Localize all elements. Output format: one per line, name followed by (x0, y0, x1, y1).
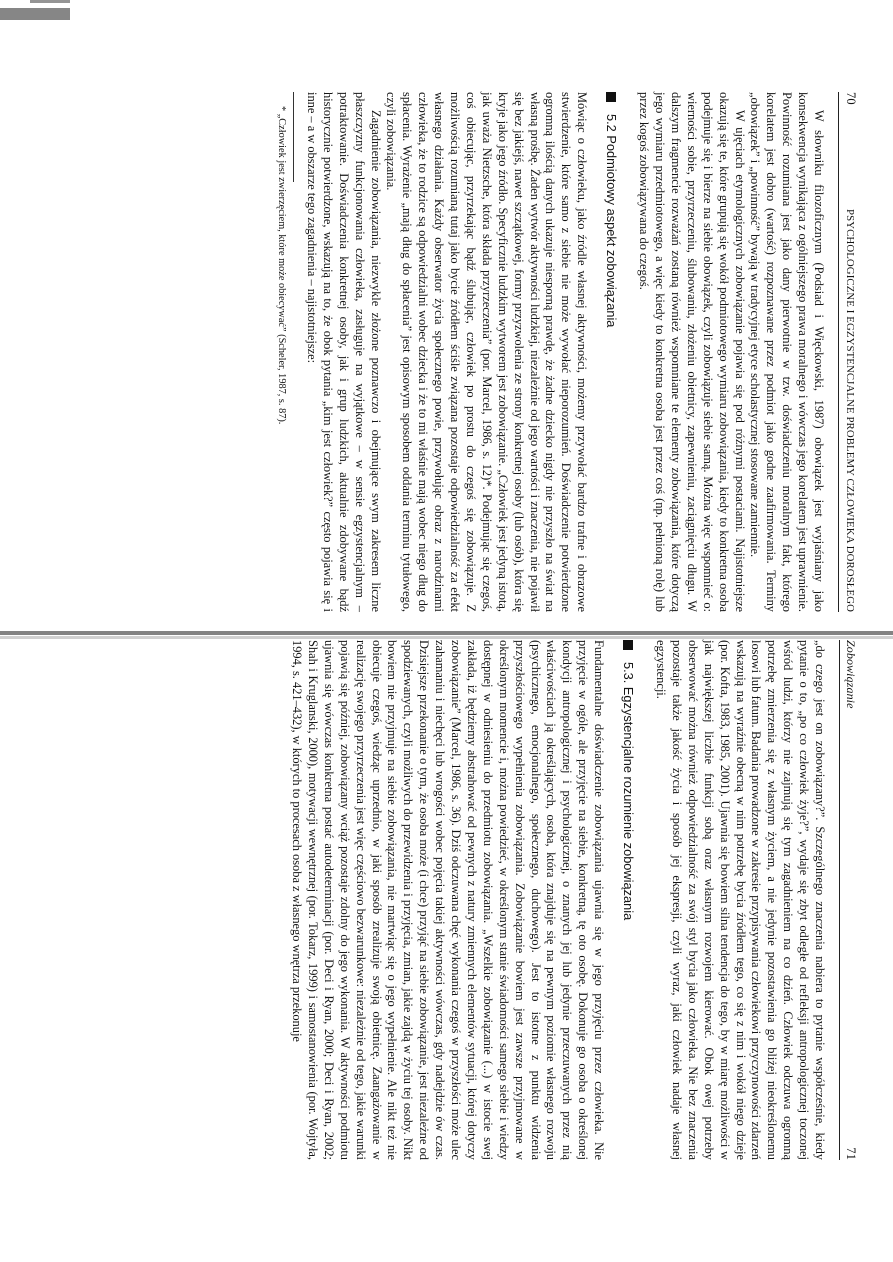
left-footnote: * „Człowiek jest zwierzęciem, które może obiecywać” (Scheler, 1987, s. 87). (276, 106, 287, 425)
left-section-title: 5.2 Podmiotowy aspekt zobowiązania (604, 114, 620, 328)
section-square-icon (606, 92, 616, 102)
left-page (108, 92, 858, 612)
left-paragraph-2: W ujęciach etymologicznych zobowiązanie pojawia się pod różnymi postaciami. Najistotniejsze okazują się te, które grupują się wokół podmiotowego wymiaru zobowiązania, kiedy to konkretna osoba podejmuje się i bierze na siebie obowiązek, czyli zobowiązuje siebie samą. Można więc wspomnieć o: wierności sobie, przyrzeczeniu, ślubowaniu, złożeniu obietnicy, zapewnieniu, zaciągnięciu długu. W dalszym fragmencie rozważań zostaną również wspomniane te elementy zobowiązania, które dotyczą jego wymiaru przedmiotowego, a więc kiedy to konkretna osoba jest przez coś (np. pełnioną rolę) lub przez kogoś zobowiązywana do czegoś. (637, 92, 747, 612)
right-page (78, 640, 858, 1160)
left-section-paragraph-1: Mówiąc o człowieku, jako źródle własnej aktywności, możemy przywołać bardzo trafne i obrazowe stwierdzenie, które samo z siebie nie może wywołać nieporozumień. Doświadczenie potwierdzone ogromną ilością danych ukazuje niesporną prawdę, że żadne dziecko nigdy nie przyszło na świat na własną prośbę. Żaden wytwór aktywności ludzkiej, niezależnie od jego wartości i znaczenia, nie pojawił się bez jakiejś, nawet szczątkowej, formy przyzwolenia ze strony konkretnej osoby (lub osób), która się kryje jako jego źródło. Specyficznie ludzkim wytworem jest zobowiązanie. „Człowiek jest jedyną istotą, jak uważa Nietzsche, która składa przyrzeczenia” (por. Marcel, 1986, s. 12)*. Podejmując się czegoś, coś obiecując, przyrzekając bądź ślubując, człowiek po prostu do czegoś się zobowiązuje. Z możliwością rozumianą tutaj jako bycie źródłem ściśle związana pozostaje odpowiedzialność za efekt własnego działania. Każdy obserwator życia społecznego powie, przywołując obraz z narodzinami człowieka, że to rodzice są odpowiedzialni wobec dziecka i że to mi właśnie mają wobec niego dług do spłacenia. Wyrażenie „mają dług do spłacenia” jest opisowym sposobem oddania terminu tytułowego, czyli zobowiązania. (384, 92, 590, 612)
left-section-heading (603, 92, 619, 612)
right-section-title: 5.3. Egzystencjalne rozumienie zobowiązania (621, 662, 637, 921)
left-page-header (838, 92, 858, 612)
left-paragraph-1: W słowniku filozoficznym (Podsiad i Więckowski, 1987) obowiązek jest wyjaśniany jako konsekwencja wynikająca z ogólniejszego prawa moralnego i wówczas jego korelatem jest uprawnienie. Powinność rozumiana jest jako dany pierwotnie w tzw. doświadczeniu moralnym fakt, którego korelatem jest dobro (wartość) rozpoznawane przez podmiot jako godne zaafirmowania. Terminy „obowiązek” i „powinność” bywają w tradycyjnej etyce scholastycznej stosowane zamiennie. (748, 92, 827, 612)
right-running-title: Zobowiązanie (844, 640, 858, 709)
left-running-title: PSYCHOLOGICZNE I EGZYSTENCJALNE PROBLEMY CZŁOWIEKA DOROSŁEGO (844, 209, 856, 612)
right-paragraph-1: „do czego jest on zobowiązany?”. Szczególnego znaczenia nabiera to pytanie współcześnie, kiedy pytanie o to, „po co człowiek żyje?”, wydaje się zbyt odległe od refleksji antropologicznej toczonej wśród ludzi, którzy nie zajmują się tym zagadnieniem na co dzień. Człowiek odczuwa ogromną potrzebę zmierzenia się z własnym życiem, a nie jedynie pozostawienia go bliżej nieokreślonemu losowi lub fatum. Badania prowadzone w zakresie przypisywania człowiekowi przyczynowości zdarzeń wskazują na wyraźnie obecną w nim potrzebę bycia źródłem tego, co się z nim i wokół niego dzieje (por. Kofta, 1983, 1985, 2001). Ujawnia się bowiem silna tendencja do tego, by w miarę możliwości w jak największej liczbie funkcji sobą oraz własnym rozwojem kierować. Obok owej potrzeby obserwować można również odpowiedzialność za swój styl bycia jako człowieka. Nie bez znaczenia pozostaje także jakość życia i sposób jej ekspresji, czyli wyraz, jaki człowiek nadaje własnej egzystencji. (654, 640, 828, 1160)
right-page-header (839, 640, 858, 1160)
right-page-number: 71 (844, 1147, 858, 1160)
right-section-heading (620, 640, 636, 1160)
right-section-paragraph-1: Fundamentalne doświadczenie zobowiązania ujawnia się w jego przyjęciu przez człowieka. Nie przyjęcie w ogóle, ale przyjęcie na siebie, konkretną, tę oto osobę. Dokonuje go osoba o określonej kondycji antropologicznej i psychologicznej, o znanych jej lub jedynie przeczuwanych przez nią właściwościach ją określających, osoba, która znajduje się na pewnym poziomie własnego rozwoju (psychicznego, emocjonalnego, społecznego, duchowego). Jest to istotne z punktu widzenia przyszłościowego wypełnienia zobowiązania. Zobowiązanie bowiem jest zawsze przyjmowane w określonym momencie i, można powiedzieć, w określonym stanie świadomości samego siebie i wiedzy dostępnej w odniesieniu do przedmiotu zobowiązania. „Wszelkie zobowiązanie (...) w istocie swej zakłada, iż będziemy abstrahować od pewnych z natury zmiennych elementów sytuacji, której dotyczy zobowiązanie” (Marcel, 1986, s. 36). Dziś odczuwana chęć wykonania czegoś w przyszłości może ulec zahamaniu i niechęci lub wrogości wobec pojęcia takiej aktywności wówczas, gdy nadejdzie ów czas. Dzisiejsze przekonanie o tym, że osoba może (i chce) przyjąć na siebie zobowiązanie, jest niezależne od spodziewanych, czyli możliwych do przewidzenia i przyjęcia, zmian, jakie zajdą w życiu tej osoby. Nikt bowiem nie przyjmuje na siebie zobowiązania, nie martwiąc się o jego wypełnienie. Ale nikt też nie obiecuje czegoś, wiedząc uprzednio, w jaki sposób zrealizuje swoją obietnicę. Zaangażowanie w realizację swojego przyrzeczenia jest więc częściowo bezwarunkowe: niezależnie od tego, jakie warunki pojawią się później, zobowiązany wciąż pozostaje zdolny do jego wykonania. W aktywności podmiotu ujawnia się wówczas konkretna postać autodeterminacji (por. Deci i Ryan, 2000; Deci i Ryan, 2002; Shah i Kruglanski, 2000), motywacji wewnętrznej (por. Tokarz, 1999) i samostanowienia (por. Wojtyła, 1994, s. 421–432), w których to procesach osoba z własnego wnętrza przekonuje (290, 640, 607, 1160)
left-section-paragraph-2: Zagadnienie zobowiązania, niezwykle złożone poznawczo i obejmujące swym zakresem liczne płaszczyzny funkcjonowania człowieka, zasługuje na wyjątkowe – w sensie egzystencjalnym – potraktowanie. Doświadczenia konkretnej osoby, jak i grup ludzkich, aktualnie zdobywane bądź historycznie potwierdzone, wskazują na to, że obok pytania „kim jest człowiek?” często pojawia się i inne – a w obszarze tego zagadnienia – najistotniejsze: (304, 92, 383, 612)
footnote-rule (293, 92, 294, 182)
left-page-number: 70 (844, 92, 858, 105)
section-square-icon (623, 640, 633, 650)
